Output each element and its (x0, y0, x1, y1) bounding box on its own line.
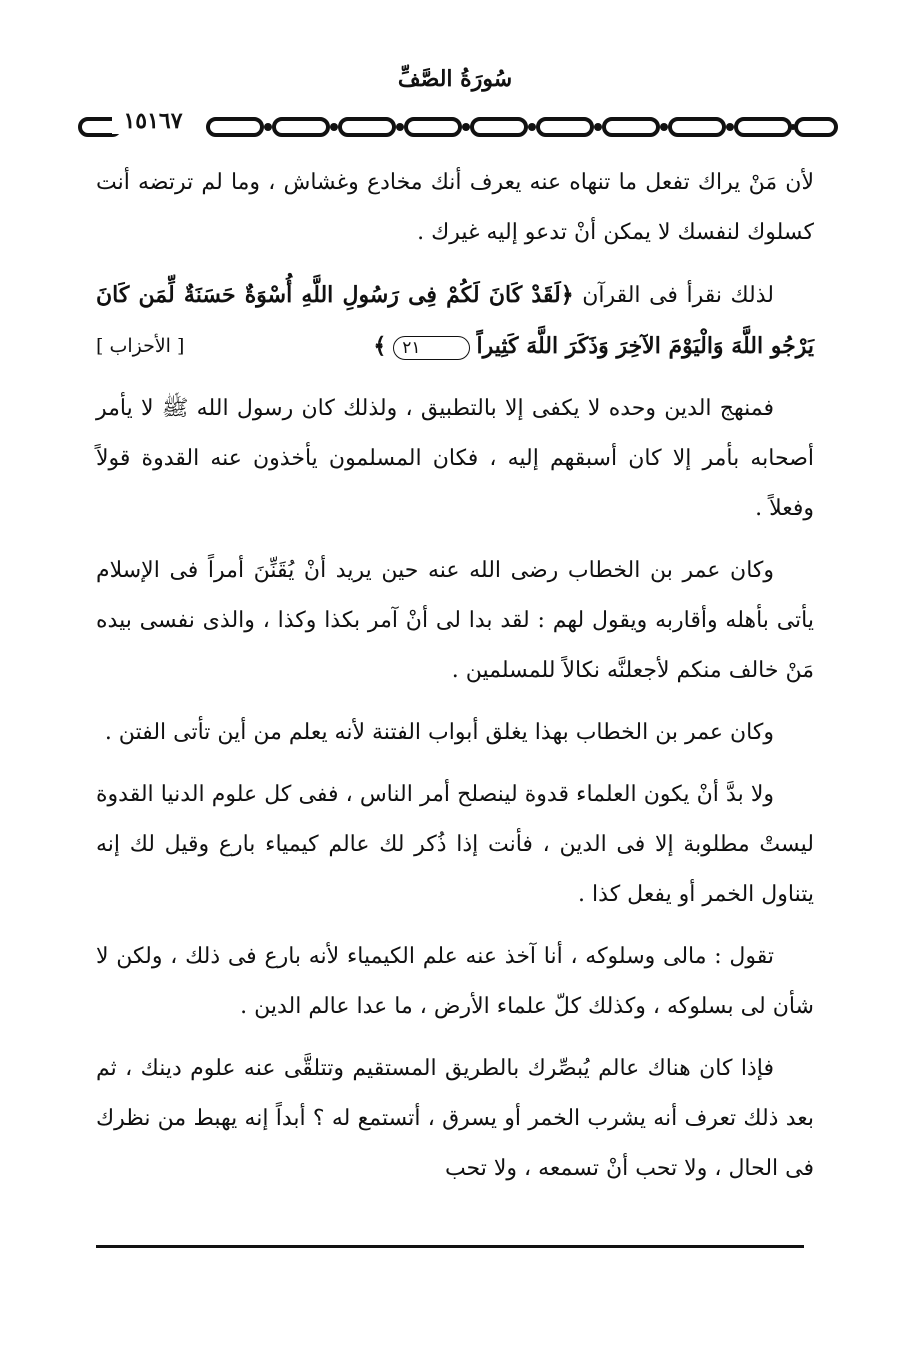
page-number: ١٥١٦٧ (112, 108, 194, 134)
paragraph: ولا بدَّ أنْ يكون العلماء قدوة لينصلح أمر الناس ، ففى كل علوم الدنيا القدوة ليستْ مطلوبة إلا فى الدين ، فأنت إذا ذُكر لك عالم كيمياء بارع وقيل لك إنه يتناول الخمر أو يفعل كذا . (96, 782, 814, 907)
paragraph: تقول : مالى وسلوكه ، أنا آخذ عنه علم الكيمياء لأنه بارع فى ذلك ، ولكن لا شأن لى بسلوكه ، وكذلك كلّ علماء الأرض ، ما عدا عالم الدين . (96, 944, 814, 1019)
paragraph: وكان عمر بن الخطاب بهذا يغلق أبواب الفتنة لأنه يعلم من أين تأتى الفتن . (104, 720, 774, 745)
quran-quote-paragraph (96, 270, 814, 372)
paragraph: فإذا كان هناك عالم يُبصِّرك بالطريق المستقيم وتتلقَّى عنه علوم دينك ، ثم بعد ذلك تعرف أنه يشرب الخمر أو يسرق ، أتستمع له ؟ أبداً إنه يهبط من نظرك فى الحال ، ولا تحب أنْ تسمعه ، ولا تحب (96, 1056, 814, 1181)
paragraph: فمنهج الدين وحده لا يكفى إلا بالتطبيق ، ولذلك كان رسول الله ﷺ لا يأمر أصحابه بأمر إلا كان أسبقهم إليه ، فكان المسلمون يأخذون عنه القدوة قولاً وفعلاً . (96, 396, 814, 521)
footer-rule (96, 1245, 804, 1248)
quote-intro: لذلك نقرأ فى القرآن (582, 283, 774, 308)
paragraph: لأن مَنْ يراك تفعل ما تنهاه عنه يعرف أنك مخادع وغشاش ، وما لم ترتضه أنت كسلوك لنفسك لا يمكن أنْ تدعو إليه غيرك . (96, 170, 814, 245)
surah-title: سُورَةُ الصَّفِّ (397, 66, 513, 92)
quran-verse: ﴿لَقَدْ كَانَ لَكُمْ فِى رَسُولِ اللَّهِ أُسْوَةٌ حَسَنَةٌ لِّمَن كَانَ يَرْجُو اللَّهَ وَالْيَوْمَ الآخِرَ وَذَكَرَ اللَّهَ كَثِيراً (96, 282, 814, 359)
verse-number: ٢١ (393, 336, 469, 360)
body-text (96, 158, 814, 1206)
paragraph: وكان عمر بن الخطاب رضى الله عنه حين يريد أنْ يُقَنِّنَ أمراً فى الإسلام يأتى بأهله وأقاربه ويقول لهم : لقد بدا لى أنْ آمر بكذا وكذا ، والذى نفسى بيده مَنْ خالف منكم لأجعلنَّه نكالاً للمسلمين . (96, 558, 814, 683)
surah-reference: [ الأحزاب ] (96, 335, 185, 357)
verse-close-bracket: ﴾ (373, 333, 387, 359)
